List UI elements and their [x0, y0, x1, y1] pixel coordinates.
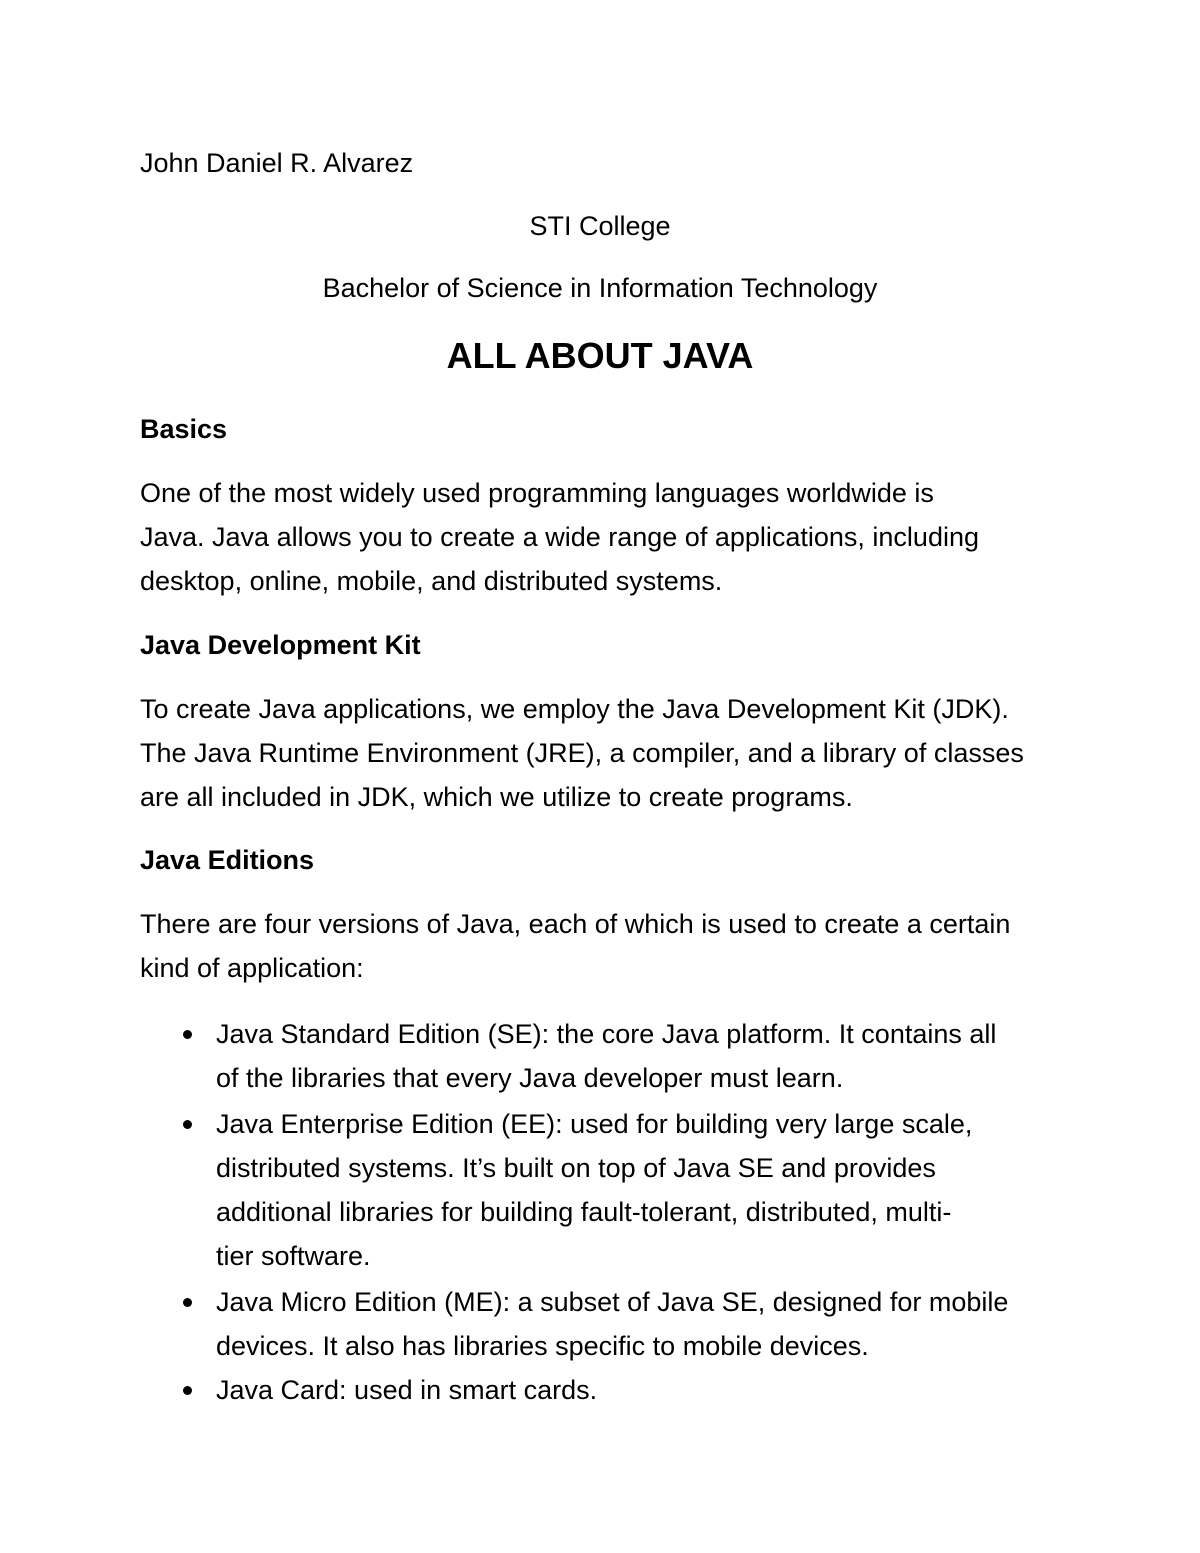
bullet-item-line: distributed systems. It’s built on top of Java SE and provides	[216, 1153, 936, 1183]
bullet-dot	[183, 1030, 192, 1039]
bullet-item-line: Java Card: used in smart cards.	[216, 1375, 598, 1405]
basics-heading: Basics	[140, 414, 228, 444]
basics-paragraph-line: Java. Java allows you to create a wide range of applications, including	[140, 522, 979, 552]
jdk-paragraph-line: To create Java applications, we employ the Java Development Kit (JDK).	[140, 694, 1009, 724]
editions-paragraph-line: kind of application:	[140, 953, 364, 983]
basics-paragraph-line: desktop, online, mobile, and distributed systems.	[140, 566, 723, 596]
bullet-item-line: of the libraries that every Java developer must learn.	[216, 1063, 844, 1093]
bullet-item-line: devices. It also has libraries specific to mobile devices.	[216, 1331, 869, 1361]
bullet-item-line: Java Standard Edition (SE): the core Java platform. It contains all	[216, 1019, 997, 1049]
bullet-dot	[183, 1120, 192, 1129]
school-name: STI College	[529, 211, 671, 241]
editions-heading: Java Editions	[140, 845, 315, 875]
program-name: Bachelor of Science in Information Technology	[322, 273, 878, 303]
basics-paragraph-line: One of the most widely used programming languages worldwide is	[140, 478, 934, 508]
editions-paragraph-line: There are four versions of Java, each of which is used to create a certain	[140, 909, 1011, 939]
bullet-dot	[183, 1298, 192, 1307]
bullet-item-line: Java Enterprise Edition (EE): used for building very large scale,	[216, 1109, 973, 1139]
bullet-item-line: additional libraries for building fault-tolerant, distributed, multi-	[216, 1197, 952, 1227]
jdk-paragraph-line: are all included in JDK, which we utilize to create programs.	[140, 782, 853, 812]
bullet-dot	[183, 1386, 192, 1395]
bullet-item-line: tier software.	[216, 1241, 371, 1271]
jdk-paragraph-line: The Java Runtime Environment (JRE), a compiler, and a library of classes	[140, 738, 1024, 768]
jdk-heading: Java Development Kit	[140, 630, 421, 660]
author-name: John Daniel R. Alvarez	[140, 148, 414, 178]
bullet-item-line: Java Micro Edition (ME): a subset of Java SE, designed for mobile	[216, 1287, 1009, 1317]
page-title: ALL ABOUT JAVA	[446, 335, 754, 376]
